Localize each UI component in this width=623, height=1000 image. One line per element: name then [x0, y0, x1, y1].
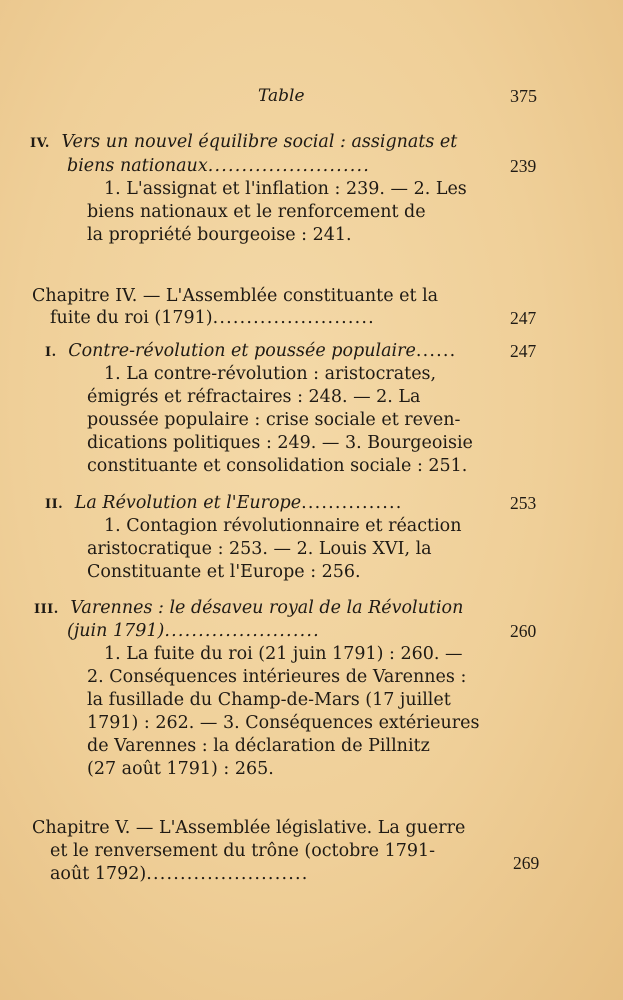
- page-number: 375: [510, 86, 537, 106]
- chapter-heading-line1: Chapitre V. — L'Assemblée législative. La guerre: [32, 818, 466, 838]
- toc-body-line: dications politiques : 249. — 3. Bourgeoisie: [87, 433, 473, 453]
- leader-dots: ......: [415, 341, 457, 361]
- section-numeral: I.: [45, 345, 57, 360]
- section-numeral: II.: [45, 497, 64, 512]
- leader-dots: ........................: [212, 308, 375, 328]
- toc-page-number: 247: [510, 341, 537, 361]
- toc-body-line: la propriété bourgeoise : 241.: [87, 225, 352, 245]
- toc-body-line: 1. La fuite du roi (21 juin 1791) : 260. —: [104, 644, 463, 664]
- chapter-heading-line1: Chapitre IV. — L'Assemblée constituante et la: [32, 286, 439, 306]
- toc-page-number: 239: [510, 156, 537, 176]
- toc-entry-ii-title: [45, 492, 403, 516]
- leader-dots: .......................: [164, 621, 320, 641]
- section-numeral: III.: [34, 602, 59, 617]
- toc-entry-iii-title-line1: [34, 597, 463, 621]
- leader-dots: ........................: [207, 156, 370, 176]
- section-title: Varennes : le désaveu royal de la Révolution: [70, 598, 464, 618]
- toc-entry-iii-title-line2: [67, 620, 320, 642]
- toc-page-number: 260: [510, 621, 537, 641]
- toc-body-line: constituante et consolidation sociale : 251.: [87, 456, 468, 476]
- leader-dots: ........................: [146, 864, 309, 884]
- toc-body-line: de Varennes : la déclaration de Pillnitz: [87, 736, 430, 756]
- toc-body-line: aristocratique : 253. — 2. Louis XVI, la: [87, 539, 432, 559]
- chapter-title-cont: août 1792): [50, 864, 147, 884]
- toc-page-number: 269: [513, 853, 540, 873]
- chapter-heading-line2: [50, 307, 375, 329]
- toc-entry-i-title: [45, 340, 456, 364]
- section-title-cont: biens nationaux: [67, 156, 208, 176]
- toc-body-line: (27 août 1791) : 265.: [87, 759, 274, 779]
- toc-entry-iv-title-line1: [30, 131, 457, 155]
- toc-body-line: Constituante et l'Europe : 256.: [87, 562, 361, 582]
- toc-body-line: poussée populaire : crise sociale et reven-: [87, 410, 461, 430]
- toc-page-number: 247: [510, 308, 537, 328]
- section-title-cont: (juin 1791): [67, 621, 165, 641]
- section-title: Contre-révolution et poussée populaire: [68, 341, 416, 361]
- toc-entry-iv-title-line2: [67, 155, 370, 177]
- chapter-heading-line3: [50, 863, 309, 885]
- leader-dots: ...............: [301, 493, 403, 513]
- running-header-title: Table: [258, 86, 305, 106]
- chapter-title-cont: fuite du roi (1791): [50, 308, 213, 328]
- section-title: Vers un nouvel équilibre social : assignats et: [61, 132, 458, 152]
- section-title: La Révolution et l'Europe: [74, 493, 302, 513]
- toc-body-line: 1. L'assignat et l'inflation : 239. — 2. Les: [104, 179, 467, 199]
- toc-body-line: 1791) : 262. — 3. Conséquences extérieures: [87, 713, 480, 733]
- toc-body-line: 1. Contagion révolutionnaire et réaction: [104, 516, 462, 536]
- toc-body-line: la fusillade du Champ-de-Mars (17 juillet: [87, 690, 451, 710]
- chapter-heading-line2: et le renversement du trône (octobre 1791-: [50, 841, 436, 861]
- toc-body-line: 1. La contre-révolution : aristocrates,: [104, 364, 437, 384]
- toc-body-line: émigrés et réfractaires : 248. — 2. La: [87, 387, 421, 407]
- toc-page-number: 253: [510, 493, 537, 513]
- toc-body-line: 2. Conséquences intérieures de Varennes :: [87, 667, 467, 687]
- section-numeral: IV.: [30, 136, 50, 151]
- toc-body-line: biens nationaux et le renforcement de: [87, 202, 426, 222]
